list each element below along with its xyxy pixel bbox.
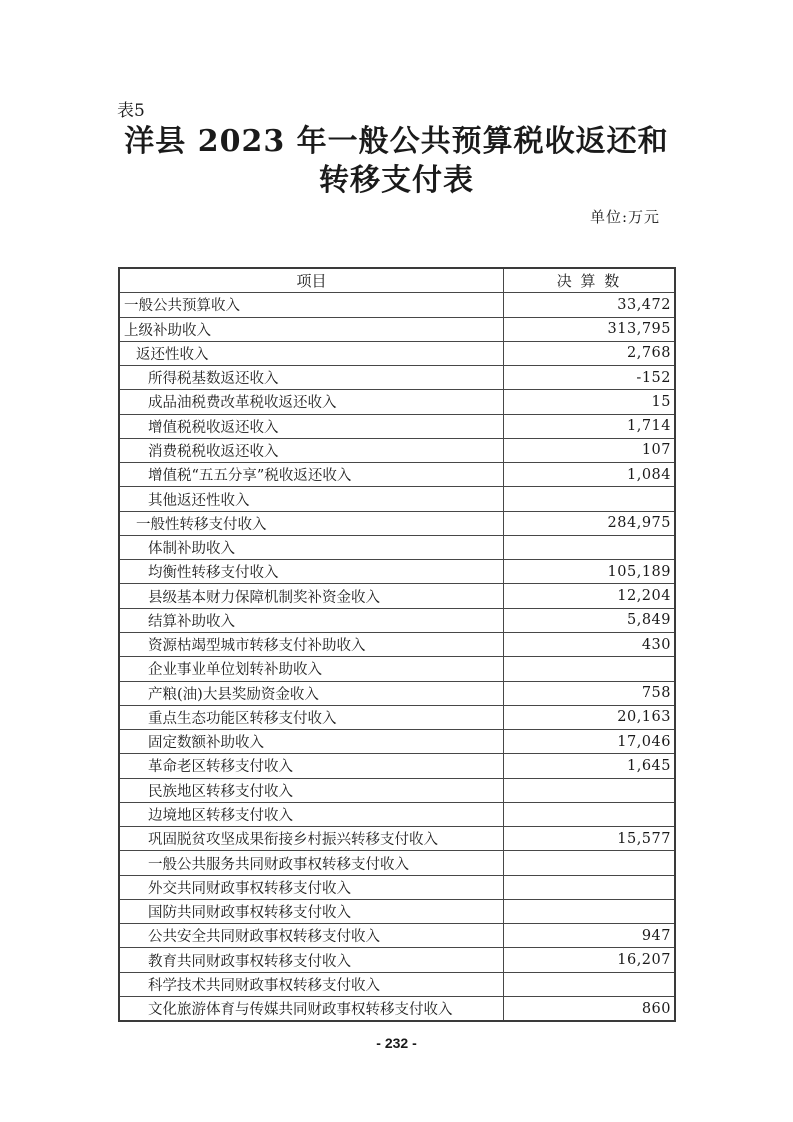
value-cell: 758 bbox=[641, 685, 671, 702]
table-row bbox=[120, 972, 674, 996]
value-cell: 1,714 bbox=[626, 418, 671, 435]
table-row bbox=[120, 486, 674, 510]
value-cell: 15,577 bbox=[617, 830, 671, 847]
table-row bbox=[120, 753, 674, 777]
item-cell: 其他返还性收入 bbox=[120, 487, 504, 510]
table-row bbox=[120, 899, 674, 923]
table-row bbox=[120, 802, 674, 826]
column-header-item: 项目 bbox=[120, 269, 504, 292]
table-row bbox=[120, 996, 674, 1020]
table-row bbox=[120, 850, 674, 874]
item-cell: 科学技术共同财政事权转移支付收入 bbox=[120, 973, 504, 996]
item-cell: 一般公共服务共同财政事权转移支付收入 bbox=[120, 851, 504, 874]
table-row bbox=[120, 729, 674, 753]
table-header-row bbox=[120, 269, 674, 292]
item-cell: 资源枯竭型城市转移支付补助收入 bbox=[120, 633, 504, 656]
table-row bbox=[120, 511, 674, 535]
value-cell: 5,849 bbox=[626, 612, 671, 629]
value-cell: 1,084 bbox=[626, 466, 671, 483]
value-cell: -152 bbox=[636, 369, 671, 386]
item-cell: 外交共同财政事权转移支付收入 bbox=[120, 876, 504, 899]
value-cell: 16,207 bbox=[617, 952, 671, 969]
table-row bbox=[120, 535, 674, 559]
table-row bbox=[120, 705, 674, 729]
item-cell: 企业事业单位划转补助收入 bbox=[120, 657, 504, 680]
item-cell: 重点生态功能区转移支付收入 bbox=[120, 706, 504, 729]
table-row bbox=[120, 559, 674, 583]
table-number-label: 表5 bbox=[117, 101, 145, 121]
value-cell: 2,768 bbox=[626, 345, 671, 362]
table-row bbox=[120, 389, 674, 413]
item-cell: 县级基本财力保障机制奖补资金收入 bbox=[120, 584, 504, 607]
item-cell: 增值税税收返还收入 bbox=[120, 415, 504, 438]
value-cell: 1,645 bbox=[626, 757, 671, 774]
value-cell: 17,046 bbox=[617, 733, 671, 750]
item-cell: 教育共同财政事权转移支付收入 bbox=[120, 948, 504, 971]
value-cell bbox=[504, 900, 674, 923]
value-cell bbox=[504, 487, 674, 510]
value-cell: 860 bbox=[641, 1000, 671, 1017]
value-cell bbox=[504, 803, 674, 826]
page-title bbox=[0, 122, 793, 200]
page-title-line1: 洋县 2023 年一般公共预算税收返还和 bbox=[124, 124, 669, 159]
item-cell: 均衡性转移支付收入 bbox=[120, 560, 504, 583]
table-row bbox=[120, 583, 674, 607]
table-row bbox=[120, 365, 674, 389]
table-row bbox=[120, 462, 674, 486]
table-row bbox=[120, 875, 674, 899]
item-cell: 巩固脱贫攻坚成果衔接乡村振兴转移支付收入 bbox=[120, 827, 504, 850]
table-row bbox=[120, 632, 674, 656]
value-cell bbox=[504, 779, 674, 802]
budget-table bbox=[118, 267, 676, 1022]
table-row bbox=[120, 681, 674, 705]
column-header-value: 决 算 数 bbox=[556, 272, 622, 291]
value-cell: 947 bbox=[641, 927, 671, 944]
item-cell: 返还性收入 bbox=[120, 342, 504, 365]
value-cell bbox=[504, 536, 674, 559]
value-cell bbox=[504, 876, 674, 899]
value-cell bbox=[504, 657, 674, 680]
value-cell: 15 bbox=[651, 393, 671, 410]
item-cell: 边境地区转移支付收入 bbox=[120, 803, 504, 826]
value-cell: 105,189 bbox=[607, 563, 671, 580]
value-cell: 284,975 bbox=[607, 515, 671, 532]
item-cell: 文化旅游体育与传媒共同财政事权转移支付收入 bbox=[120, 997, 504, 1020]
value-cell: 107 bbox=[641, 442, 671, 459]
table-row bbox=[120, 317, 674, 341]
page-number: - 232 - bbox=[376, 1035, 417, 1051]
item-cell: 消费税税收返还收入 bbox=[120, 439, 504, 462]
item-cell: 体制补助收入 bbox=[120, 536, 504, 559]
item-cell: 产粮(油)大县奖励资金收入 bbox=[120, 682, 504, 705]
item-cell: 国防共同财政事权转移支付收入 bbox=[120, 900, 504, 923]
item-cell: 一般公共预算收入 bbox=[120, 293, 504, 316]
item-cell: 上级补助收入 bbox=[120, 318, 504, 341]
item-cell: 一般性转移支付收入 bbox=[120, 512, 504, 535]
table-row bbox=[120, 947, 674, 971]
value-cell bbox=[504, 973, 674, 996]
item-cell: 所得税基数返还收入 bbox=[120, 366, 504, 389]
table-row bbox=[120, 778, 674, 802]
value-cell: 12,204 bbox=[617, 588, 671, 605]
value-cell: 20,163 bbox=[617, 709, 671, 726]
table-row bbox=[120, 923, 674, 947]
value-cell: 430 bbox=[641, 636, 671, 653]
item-cell: 革命老区转移支付收入 bbox=[120, 754, 504, 777]
value-cell: 313,795 bbox=[607, 321, 671, 338]
item-cell: 民族地区转移支付收入 bbox=[120, 779, 504, 802]
value-cell bbox=[504, 851, 674, 874]
value-cell: 33,472 bbox=[617, 296, 671, 313]
table-row bbox=[120, 341, 674, 365]
page-title-line2: 转移支付表 bbox=[319, 163, 474, 198]
table-row bbox=[120, 438, 674, 462]
unit-note: 单位:万元 bbox=[589, 208, 660, 226]
item-cell: 结算补助收入 bbox=[120, 609, 504, 632]
table-row bbox=[120, 826, 674, 850]
item-cell: 公共安全共同财政事权转移支付收入 bbox=[120, 924, 504, 947]
item-cell: 成品油税费改革税收返还收入 bbox=[120, 390, 504, 413]
table-row bbox=[120, 292, 674, 316]
table-row bbox=[120, 656, 674, 680]
table-row bbox=[120, 608, 674, 632]
table-row bbox=[120, 414, 674, 438]
item-cell: 增值税“五五分享”税收返还收入 bbox=[120, 463, 504, 486]
item-cell: 固定数额补助收入 bbox=[120, 730, 504, 753]
